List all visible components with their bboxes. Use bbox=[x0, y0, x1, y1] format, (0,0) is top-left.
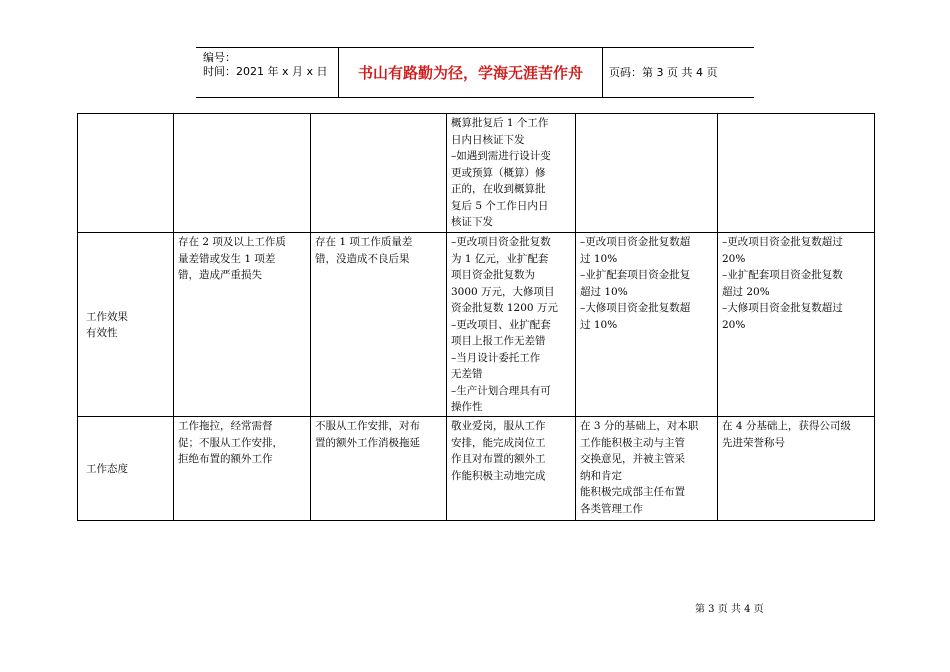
table-cell bbox=[174, 114, 311, 233]
cell-line: 日内日核证下发 bbox=[451, 133, 525, 146]
cell-line: –更改项目资金批复数 bbox=[451, 236, 551, 248]
cell-line: 操作性 bbox=[451, 401, 483, 413]
cell-line: 量差错或发生 1 项差 bbox=[178, 252, 276, 265]
table-row bbox=[78, 233, 875, 417]
cell-line: 项目上报工作无差错 bbox=[451, 335, 546, 347]
cell-line: –更改项目资金批复数超过 bbox=[722, 236, 843, 248]
header-meta bbox=[203, 51, 328, 79]
table-cell bbox=[174, 233, 311, 417]
row-label: 工作态度 bbox=[86, 462, 128, 475]
row-label-cell bbox=[78, 417, 174, 521]
cell-line: 错，没造成不良后果 bbox=[315, 252, 410, 265]
cell-line: 20% bbox=[722, 252, 746, 265]
cell-line: 为 1 亿元，业扩配套 bbox=[451, 252, 549, 265]
cell-line: 项目资金批复数为 bbox=[451, 269, 535, 281]
cell-line: 各类管理工作 bbox=[580, 502, 643, 515]
cell-line: 超过 10% bbox=[580, 285, 628, 298]
table-row bbox=[78, 417, 875, 521]
cell-line: 超过 20% bbox=[722, 285, 770, 298]
cell-line: 资金批复数 1200 万元 bbox=[451, 302, 558, 314]
cell-line: 作能积极主动地完成 bbox=[451, 469, 546, 482]
header-page-number: 页码：第 3 页 共 4 页 bbox=[609, 66, 718, 79]
cell-line: 先进荣誉称号 bbox=[722, 436, 785, 449]
cell-line: 存在 2 项及以上工作质 bbox=[178, 236, 286, 248]
cell-line: 错，造成严重损失 bbox=[178, 269, 262, 281]
cell-line: 无差错 bbox=[451, 368, 483, 380]
table-row bbox=[78, 114, 875, 233]
table-cell bbox=[174, 417, 311, 521]
row-label-cell bbox=[78, 114, 174, 233]
cell-line: 拒绝布置的额外工作 bbox=[178, 453, 273, 465]
table-cell bbox=[311, 417, 447, 521]
cell-line: 20% bbox=[722, 318, 746, 331]
table-cell bbox=[576, 114, 718, 233]
time-label: 时间：2021 年 x 月 x 日 bbox=[203, 65, 328, 78]
row-label: 工作效果 bbox=[86, 310, 128, 323]
row-label: 有效性 bbox=[86, 327, 118, 339]
cell-line: 置的额外工作消极拖延 bbox=[315, 436, 420, 449]
cell-line: 正的，在收到概算批 bbox=[451, 183, 546, 195]
cell-line: 安排，能完成岗位工 bbox=[451, 436, 546, 449]
header-motto: 书山有路勤为径，学海无涯苦作舟 bbox=[357, 64, 583, 82]
cell-line: 更或预算（概算）修 bbox=[451, 166, 546, 179]
cell-line: 作且对布置的额外工 bbox=[451, 453, 546, 465]
header-divider bbox=[602, 48, 603, 97]
cell-line: 能积极完成部主任布置 bbox=[580, 486, 685, 498]
cell-line: 促；不服从工作安排， bbox=[178, 436, 283, 449]
table-cell bbox=[311, 114, 447, 233]
cell-line: –生产计划合理具有可 bbox=[451, 384, 551, 397]
page-header bbox=[196, 47, 754, 98]
cell-line: –更改项目、业扩配套 bbox=[451, 318, 551, 331]
cell-line: 在 3 分的基础上，对本职 bbox=[580, 420, 699, 432]
evaluation-table bbox=[77, 113, 875, 521]
cell-line: 工作拖拉，经常需督 bbox=[178, 420, 273, 432]
table-cell bbox=[447, 417, 576, 521]
table-cell bbox=[718, 233, 875, 417]
cell-line: –当月设计委托工作 bbox=[451, 351, 541, 364]
cell-line: 交换意见，并被主管采 bbox=[580, 453, 685, 465]
cell-line: 不服从工作安排，对布 bbox=[315, 420, 420, 432]
table-cell bbox=[447, 233, 576, 417]
cell-line: 核证下发 bbox=[451, 216, 493, 228]
table-cell bbox=[311, 233, 447, 417]
cell-line: –大修项目资金批复数超 bbox=[580, 302, 691, 314]
table-cell bbox=[718, 417, 875, 521]
cell-line: 工作能积极主动与主管 bbox=[580, 436, 685, 449]
cell-line: 3000 万元，大修项目 bbox=[451, 285, 555, 298]
cell-line: 存在 1 项工作质量差 bbox=[315, 236, 413, 248]
cell-line: –大修项目资金批复数超过 bbox=[722, 302, 843, 314]
cell-line: –更改项目资金批复数超 bbox=[580, 236, 691, 248]
table-cell bbox=[576, 417, 718, 521]
cell-line: 复后 5 个工作日内日 bbox=[451, 199, 549, 212]
cell-line: 过 10% bbox=[580, 252, 618, 265]
cell-line: 敬业爱岗，服从工作 bbox=[451, 420, 546, 432]
cell-line: 过 10% bbox=[580, 318, 618, 331]
row-label-cell bbox=[78, 233, 174, 417]
table-cell bbox=[576, 233, 718, 417]
cell-line: –业扩配套项目资金批复 bbox=[580, 269, 691, 281]
cell-line: 在 4 分基础上，获得公司级 bbox=[722, 420, 851, 432]
page-footer: 第 3 页 共 4 页 bbox=[695, 604, 764, 615]
cell-line: 概算批复后 1 个工作 bbox=[451, 117, 549, 129]
cell-line: –如遇到需进行设计变 bbox=[451, 150, 551, 162]
cell-line: –业扩配套项目资金批复数 bbox=[722, 269, 843, 281]
table-cell bbox=[447, 114, 576, 233]
table-cell bbox=[718, 114, 875, 233]
code-label: 编号： bbox=[203, 51, 236, 64]
cell-line: 纳和肯定 bbox=[580, 469, 622, 482]
